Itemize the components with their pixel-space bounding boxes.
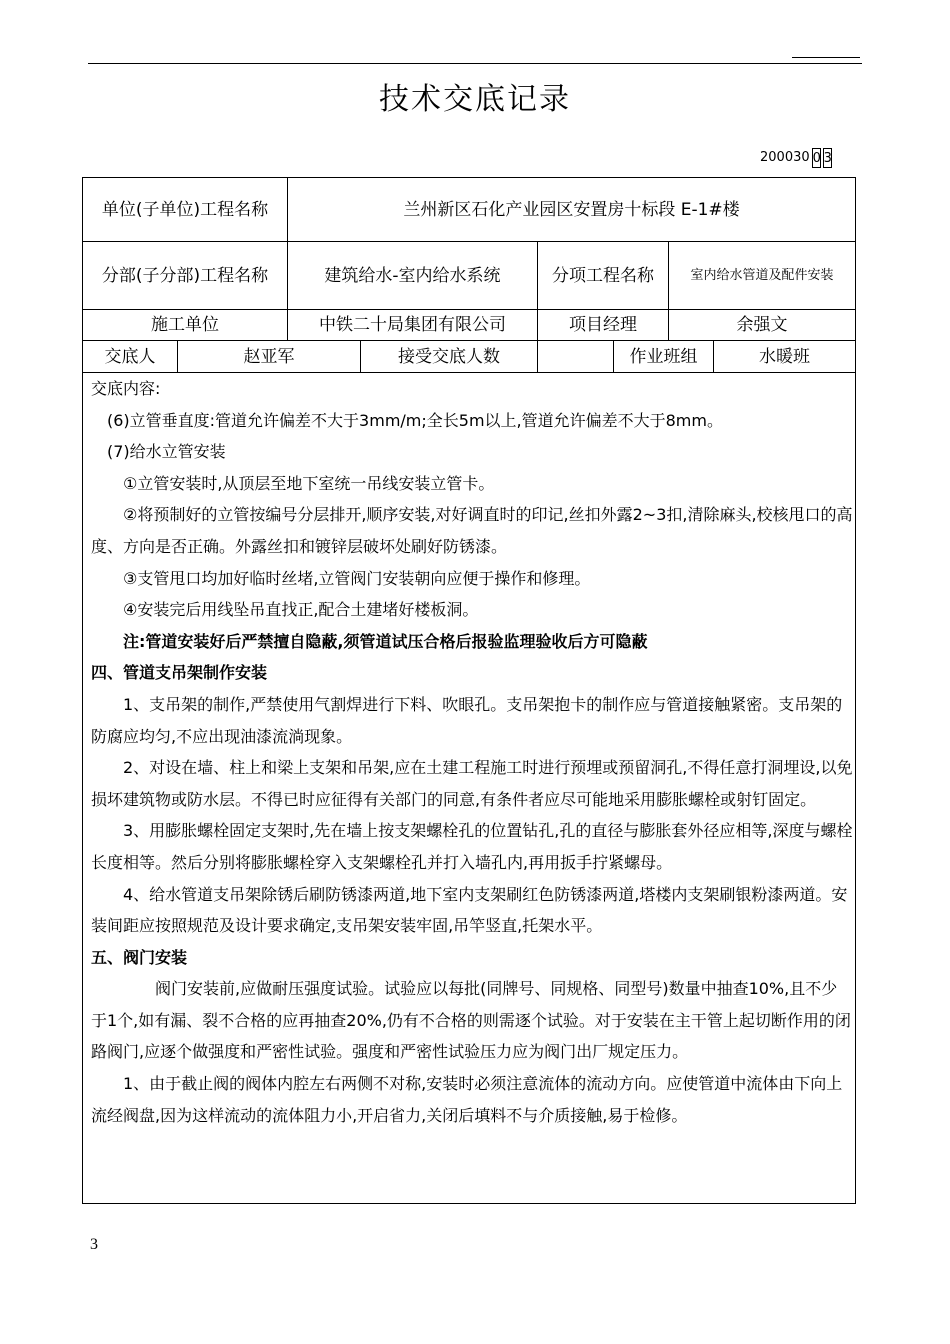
record-code-prefix: 200030 xyxy=(760,150,810,165)
section-4-item-3: 3、用膨胀螺栓固定支架时,先在墙上按支架螺栓孔的位置钻孔,孔的直径与膨胀套外径应相等,深度与螺栓长度相等。然后分别将膨胀螺栓穿入支架螺栓孔并打入墙孔内,再用扳手拧紧螺母。 xyxy=(91,821,853,872)
discloser-value: 赵亚军 xyxy=(178,341,361,372)
construction-value: 中铁二十局集团有限公司 xyxy=(288,310,538,340)
section-4-item-2: 2、对设在墙、柱上和梁上支架和吊架,应在土建工程施工时进行预埋或预留洞孔,不得任意打洞埋设,以免损坏建筑物或防水层。不得已时应征得有关部门的同意,有条件者应尽可能地采用膨胀螺栓或射钉固定。 xyxy=(91,758,853,809)
step-4: ④安装完后用线坠吊直找正,配合土建堵好楼板洞。 xyxy=(123,600,479,620)
step-3: ③支管甩口均加好临时丝堵,立管阀门安装朝向应便于操作和修理。 xyxy=(123,568,591,588)
subitem-label: 分项工程名称 xyxy=(538,242,669,309)
page-number: 3 xyxy=(90,1236,98,1253)
item-7: (7)给水立管安装 xyxy=(107,442,226,462)
row-construction xyxy=(83,310,855,341)
record-code xyxy=(760,146,860,170)
division-value: 建筑给水-室内给水系统 xyxy=(288,242,538,309)
step-2: ②将预制好的立管按编号分层排开,顺序安装,对好调直时的印记,丝扣外露2~3扣,清除麻头,校核甩口的高度、方向是否正确。外露丝扣和镀锌层破坏处刷好防锈漆。 xyxy=(91,505,853,556)
header-rule xyxy=(88,63,862,64)
section-5-intro: 阀门安装前,应做耐压强度试验。试验应以每批(同牌号、同规格、同型号)数量中抽查10%,且不少于1个,如有漏、裂不合格的应再抽查20%,仍有不合格的则需逐个试验。对于安装在主干管上起切断作用的闭路阀门,应逐个做强度和严密性试验。强度和严密性试验压力应为阀门出厂规定压力。 xyxy=(91,979,851,1062)
record-code-digit-2: 3 xyxy=(823,148,832,168)
manager-value: 余强文 xyxy=(736,315,788,335)
unit-value: 兰州新区石化产业园区安置房十标段 E-1#楼 xyxy=(403,199,740,220)
receivers-value xyxy=(538,341,614,372)
row-division xyxy=(83,242,855,310)
receivers-label: 接受交底人数 xyxy=(361,341,538,372)
discloser-label: 交底人 xyxy=(83,341,178,372)
record-code-digit-1: 0 xyxy=(812,148,821,168)
section-4-item-4: 4、给水管道支吊架除锈后刷防锈漆两道,地下室内支架刷红色防锈漆两道,塔楼内支架刷银粉漆两道。安装间距应按照规范及设计要求确定,支吊架安装牢固,吊竿竖直,托架水平。 xyxy=(91,884,848,936)
section-4-heading: 四、管道支吊架制作安装 xyxy=(91,663,268,683)
row-unit xyxy=(83,178,855,242)
note: 注:管道安装好后严禁擅自隐蔽,须管道试压合格后报验监理验收后方可隐蔽 xyxy=(123,631,648,651)
disclosure-content xyxy=(91,373,853,1131)
section-5-heading: 五、阀门安装 xyxy=(91,947,188,967)
subitem-value: 室内给水管道及配件安装 xyxy=(690,267,834,283)
content-heading: 交底内容: xyxy=(91,379,161,398)
section-5-item-1: 1、由于截止阀的阀体内腔左右两侧不对称,安装时必须注意流体的流动方向。应使管道中流体由下向上流经阀盘,因为这样流动的流体阻力小,开启省力,关闭后填料不与介质接触,易于检修。 xyxy=(91,1074,843,1125)
step-1: ①立管安装时,从顶层至地下室统一吊线安装立管卡。 xyxy=(123,473,495,493)
section-4-item-1: 1、支吊架的制作,严禁使用气割焊进行下料、吹眼孔。支吊架抱卡的制作应与管道接触紧密。支吊架的防腐应均匀,不应出现油漆流淌现象。 xyxy=(91,694,843,746)
manager-label: 项目经理 xyxy=(538,310,669,340)
division-label: 分部(子分部)工程名称 xyxy=(83,242,288,309)
header-mark xyxy=(792,57,860,58)
page-title: 技术交底记录 xyxy=(379,82,571,117)
unit-label: 单位(子单位)工程名称 xyxy=(83,178,288,241)
team-label: 作业班组 xyxy=(614,341,714,372)
construction-label: 施工单位 xyxy=(83,310,288,340)
record-table xyxy=(82,177,856,1204)
team-value: 水暖班 xyxy=(759,346,810,367)
item-6: (6)立管垂直度:管道允许偏差不大于3mm/m;全长5m以上,管道允许偏差不大于8mm。 xyxy=(107,410,723,430)
row-discloser xyxy=(83,341,855,373)
